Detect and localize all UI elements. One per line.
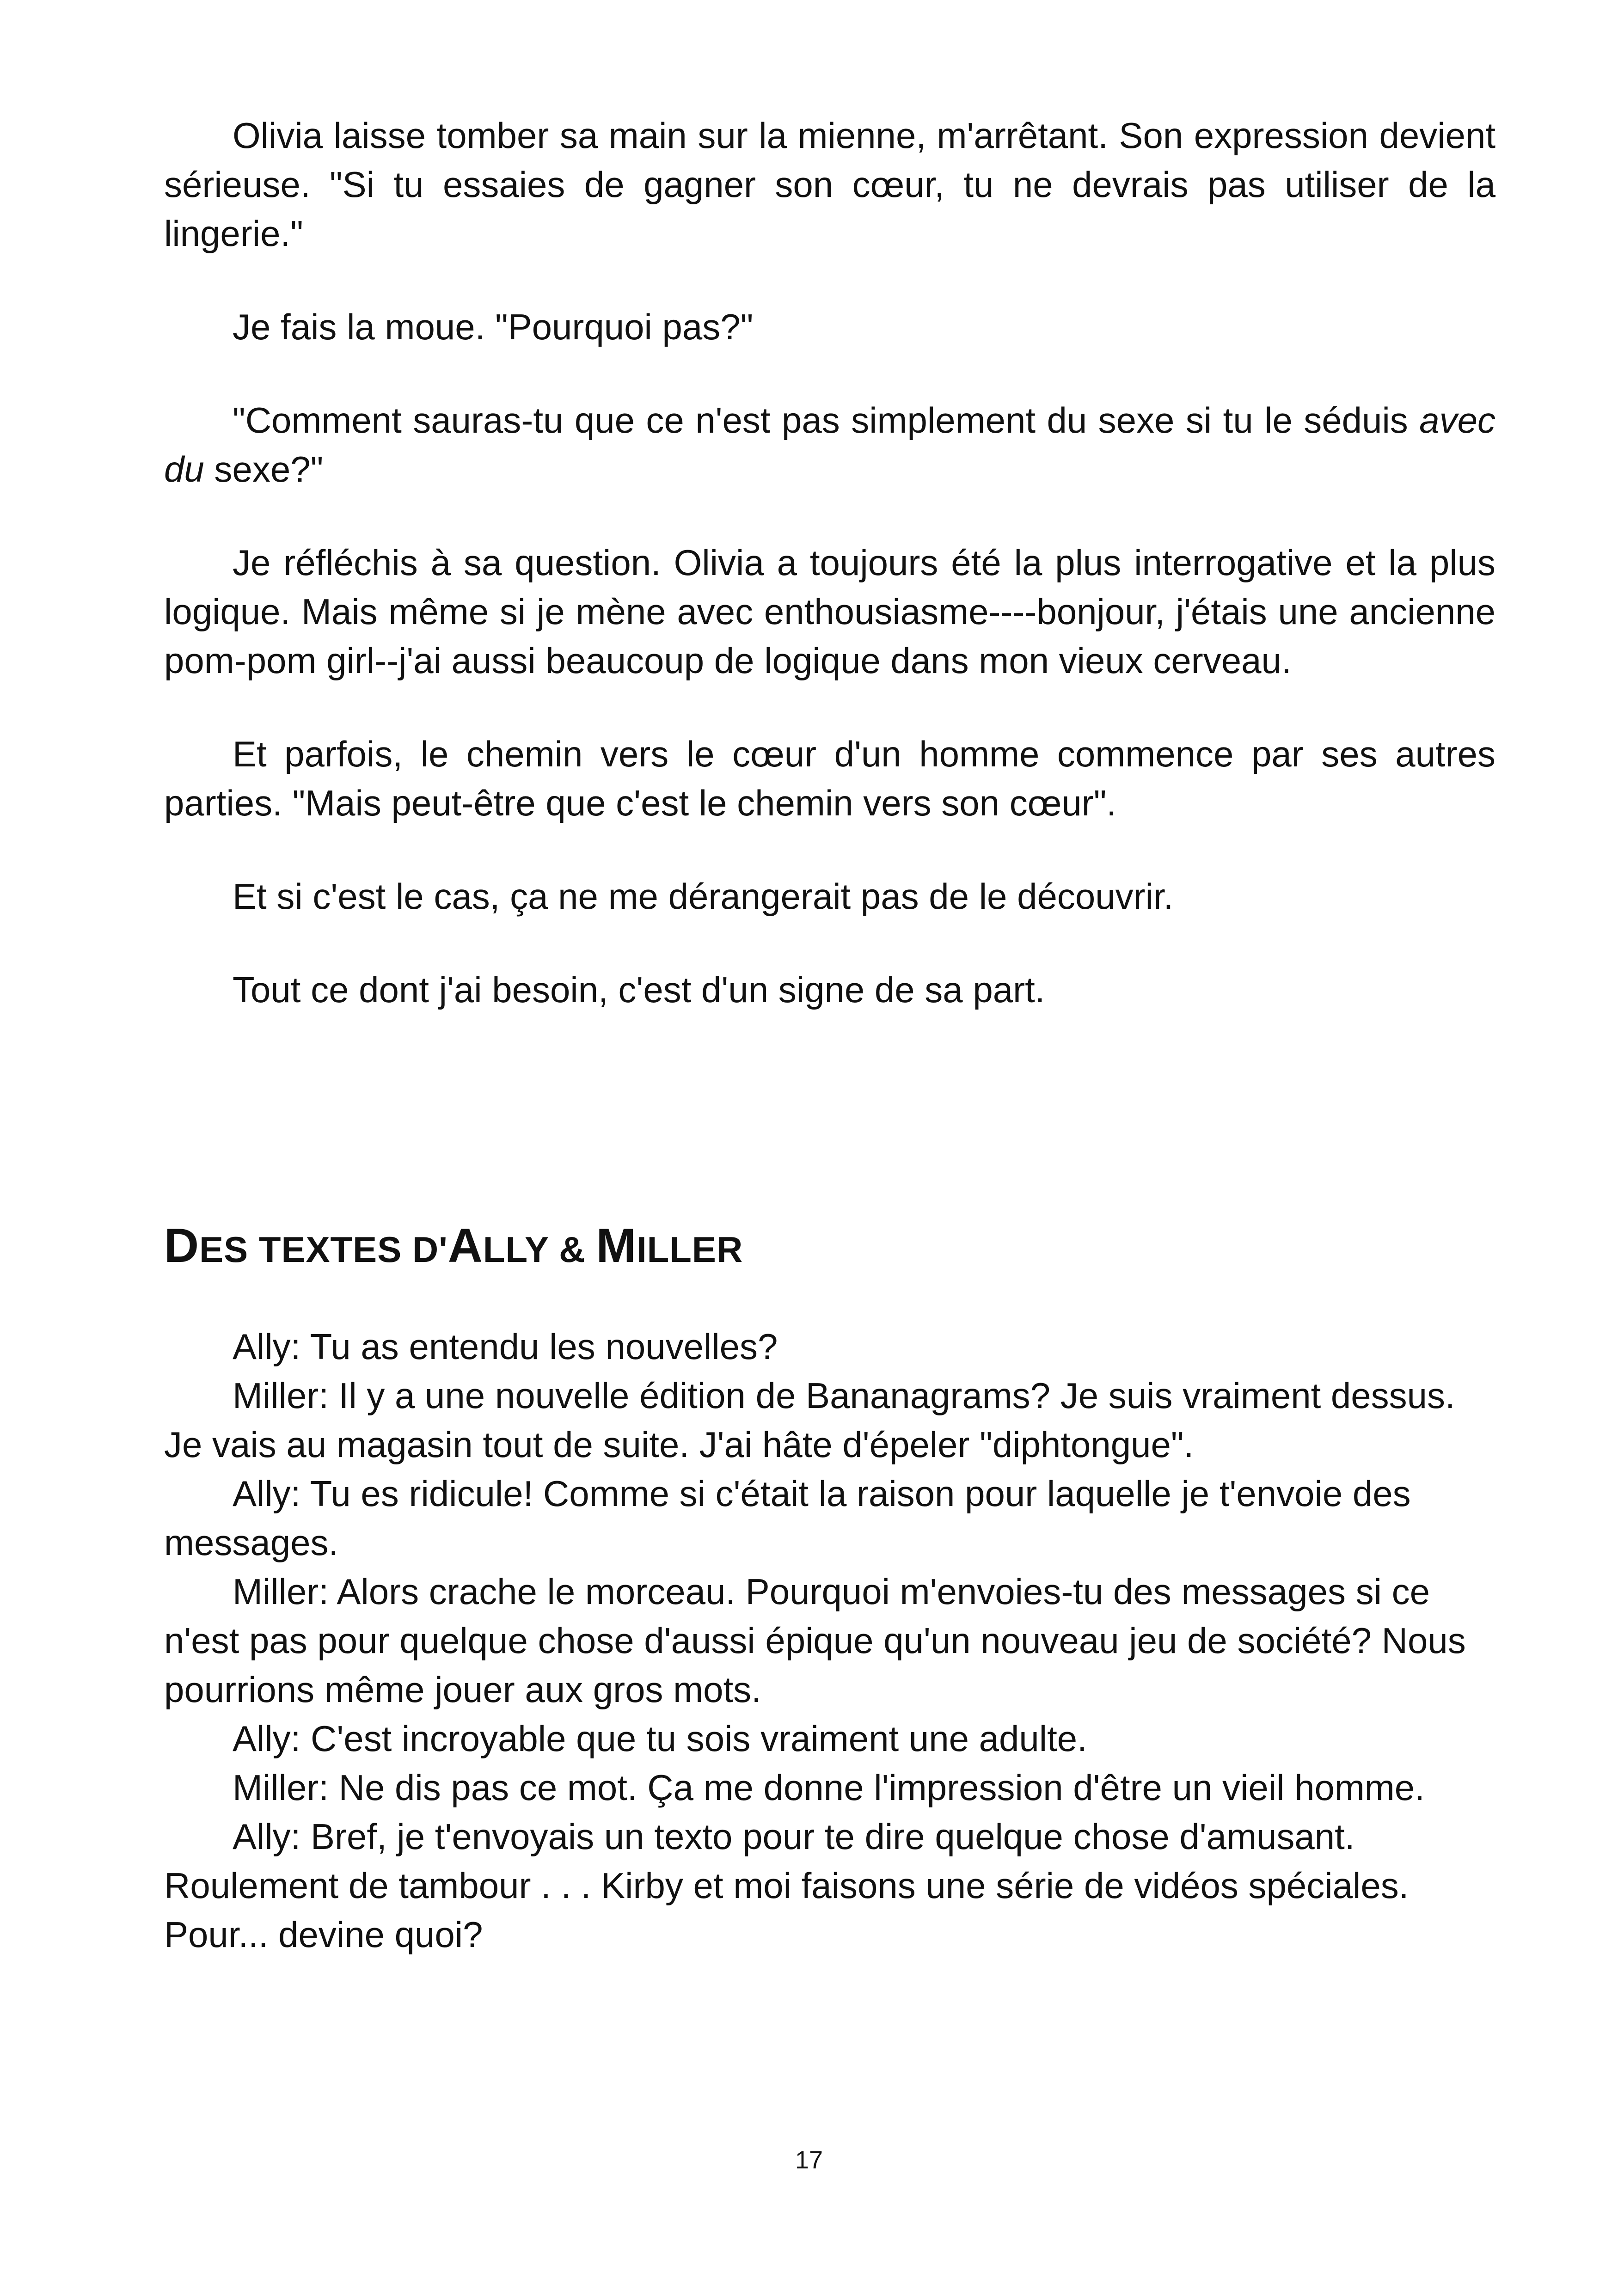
text-message-transcript bbox=[164, 1322, 1495, 1959]
heading-small-caps: ILLER bbox=[636, 1229, 743, 1270]
paragraph: Olivia laisse tomber sa main sur la mienne, m'arrêtant. Son expression devient sérieuse. "Si tu essaies de gagner son cœur, tu ne devrais pas utiliser de la lingerie." bbox=[164, 115, 1495, 254]
paragraph: Et parfois, le chemin vers le cœur d'un homme commence par ses autres parties. "Mais peut-être que c'est le chemin vers son cœur". bbox=[164, 734, 1495, 823]
narrative-section bbox=[164, 111, 1495, 1014]
message-line: Miller: Ne dis pas ce mot. Ça me donne l'impression d'être un vieil homme. bbox=[233, 1767, 1425, 1808]
message-line: Ally: Tu as entendu les nouvelles? bbox=[233, 1326, 778, 1367]
message-line: Miller: Alors crache le morceau. Pourquoi m'envoies-tu des messages si ce n'est pas pour quelque chose d'aussi épique qu'un nouveau jeu de société? Nous pourrions même jouer aux gros mots. bbox=[164, 1571, 1466, 1710]
section-heading bbox=[164, 1216, 743, 1280]
paragraph-text: sexe?" bbox=[204, 449, 324, 490]
heading-cap: A bbox=[447, 1219, 483, 1273]
paragraph bbox=[164, 396, 1495, 494]
message-line: Ally: C'est incroyable que tu sois vraiment une adulte. bbox=[233, 1718, 1087, 1759]
paragraph: Je fais la moue. "Pourquoi pas?" bbox=[233, 306, 754, 347]
heading-cap: M bbox=[596, 1219, 637, 1273]
italic-text: avec du bbox=[164, 400, 1495, 490]
heading-small-caps: ES TEXTES D' bbox=[199, 1229, 448, 1270]
paragraph: Tout ce dont j'ai besoin, c'est d'un signe de sa part. bbox=[233, 969, 1045, 1010]
message-line: Miller: Il y a une nouvelle édition de Bananagrams? Je suis vraiment dessus. Je vais au magasin tout de suite. J'ai hâte d'épeler "diphtongue". bbox=[164, 1375, 1455, 1465]
message-line: Ally: Tu es ridicule! Comme si c'était la raison pour laquelle je t'envoie des messages. bbox=[164, 1473, 1411, 1563]
paragraph-text: "Comment sauras-tu que ce n'est pas simplement du sexe si tu le séduis bbox=[233, 400, 1420, 441]
paragraph: Et si c'est le cas, ça ne me dérangerait pas de le découvrir. bbox=[233, 876, 1174, 917]
heading-cap: D bbox=[164, 1219, 200, 1273]
heading-small-caps: LLY & bbox=[483, 1229, 596, 1270]
message-line: Ally: Bref, je t'envoyais un texto pour te dire quelque chose d'amusant. Roulement de tambour . . . Kirby et moi faisons une série de vidéos spéciales. Pour... devine quoi? bbox=[164, 1816, 1409, 1955]
paragraph: Je réfléchis à sa question. Olivia a toujours été la plus interrogative et la plus logique. Mais même si je mène avec enthousiasme----bonjour, j'étais une ancienne pom-pom girl--j'ai aussi beaucoup de logique dans mon vieux cerveau. bbox=[164, 542, 1495, 681]
page-number: 17 bbox=[795, 2146, 823, 2174]
